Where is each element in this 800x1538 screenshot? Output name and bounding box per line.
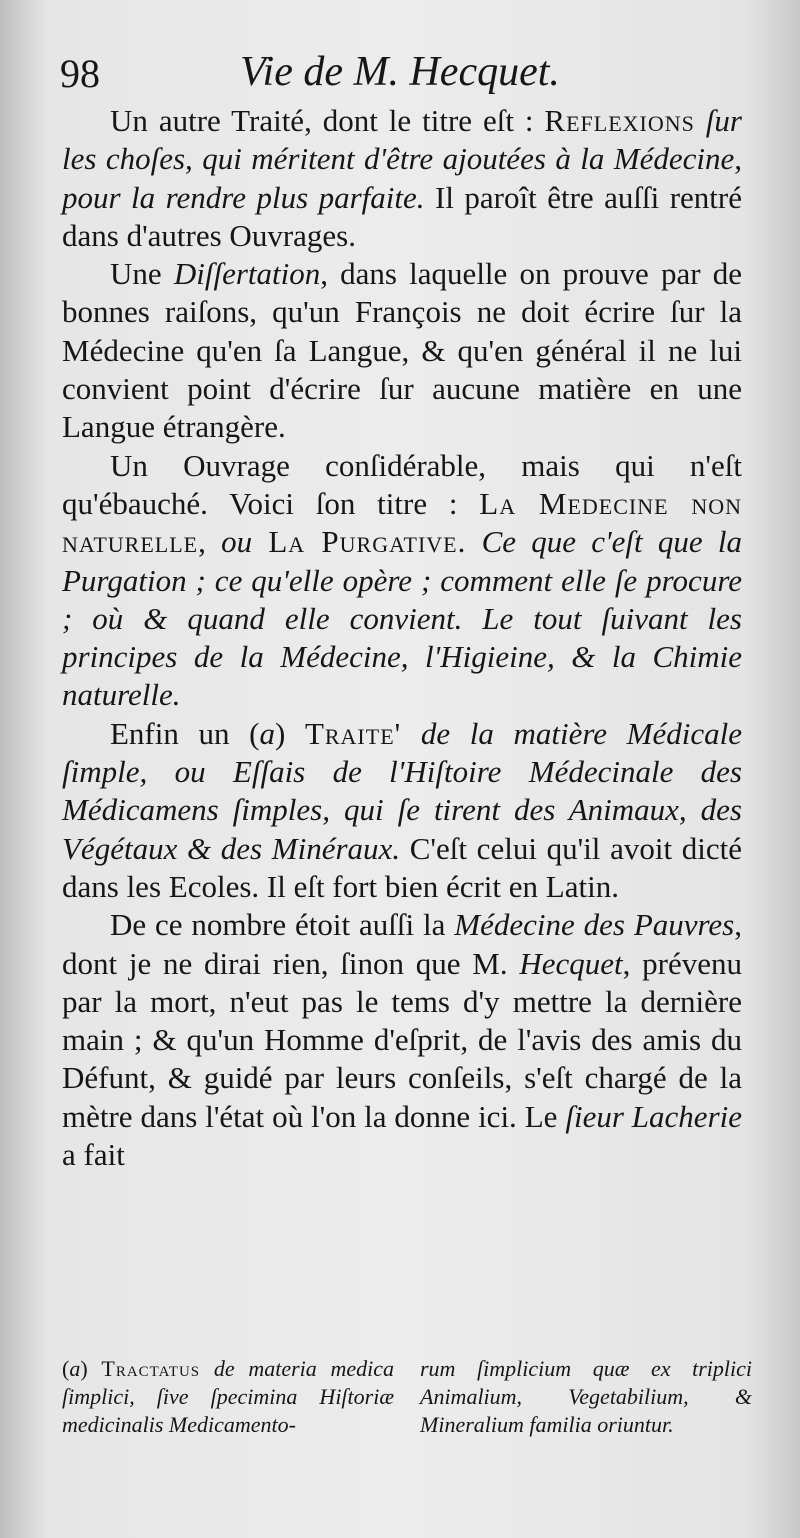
fn-c1-seg-4: de materia medica ſimplici, ſive ſpecimina Hiſtoriæ medicinalis Medicamento- <box>62 1356 395 1437</box>
p4-seg-1: a <box>259 715 275 751</box>
p3-seg-2: , <box>198 524 222 560</box>
paragraph-2 <box>62 255 742 446</box>
p1-seg-3: Il paroît être auſſi rentré dans d'autres Ouvrages. <box>62 179 742 253</box>
p2-seg-2: , dans laquelle on prouve par de bonnes raiſons, qu'un François ne doit écrire ſur la Médecine qu'en ſa Langue, & qu'en général il ne lui convient point d'écrire ſur aucune matière en une Langue étrangère. <box>62 256 742 445</box>
p1-seg-1: Reflexions <box>544 103 695 138</box>
fn-c1-seg-2: ) <box>80 1356 102 1381</box>
p1-seg-2: ſur les choſes, qui méritent d'être ajoutées à la Médecine, pour la rendre plus parfaite. <box>62 103 742 215</box>
p5-seg-3: Hecquet <box>519 945 623 981</box>
p4-seg-0: Enfin un ( <box>110 715 260 751</box>
p5-seg-5: ſieur Lacherie <box>565 1098 743 1134</box>
p5-seg-6: a fait <box>62 1137 125 1173</box>
fn-c1-seg-0: ( <box>62 1356 70 1381</box>
p1-seg-0: Un autre Traité, dont le titre eſt : <box>110 103 545 138</box>
fn-c1-seg-3: Tractatus <box>101 1356 201 1381</box>
p3-seg-1: La Medecine non naturelle <box>62 485 742 560</box>
p5-seg-0: De ce nombre étoit auſſi la <box>110 907 455 943</box>
p5-seg-1: Médecine des Pauvres <box>454 907 735 943</box>
p5-seg-2: , dont je ne dirai rien, ſinon que M. <box>62 907 742 981</box>
p5-seg-4: , prévenu par la mort, n'eut pas le tems d'y mettre la dernière main ; & qu'un Homme d'eſprit, de l'avis des amis du Défunt, & guidé par leurs conſeils, s'eſt chargé de la mètre dans l'état où l'on la donne ici. Le <box>62 945 743 1134</box>
fn-c1-seg-1: a <box>69 1356 81 1381</box>
footnote-column-right <box>420 1355 752 1439</box>
footnote <box>62 1355 752 1439</box>
p3-seg-5: Ce que c'eſt que la Purgation ; ce qu'elle opère ; comment elle ſe procure ; où & quand elle convient. Le tout ſuivant les principes de la Médecine, l'Higieine, & la Chimie naturelle. <box>62 524 742 713</box>
p3-seg-3: ou <box>221 524 253 560</box>
body-text <box>62 102 742 1174</box>
p3-seg-0: Un Ouvrage conſidérable, mais qui n'eſt qu'ébauché. Voici ſon titre : <box>62 447 742 521</box>
paragraph-5 <box>62 906 742 1174</box>
p4-seg-2: ) <box>274 715 305 751</box>
page-number: 98 <box>60 51 100 96</box>
p3-seg-4: La Purgative. <box>252 524 467 560</box>
paragraph-1 <box>62 102 742 255</box>
p4-seg-5: C'eſt celui qu'il avoit dicté dans les Ecoles. Il eſt fort bien écrit en Latin. <box>62 830 743 904</box>
running-head: Vie de M. Hecquet. <box>240 49 560 95</box>
paragraph-4 <box>62 715 742 906</box>
p4-seg-3: Traite' <box>304 715 402 751</box>
footnote-column-left <box>62 1355 394 1439</box>
p4-seg-4: de la matière Médicale ſimple, ou Eſſais de l'Hiſtoire Médecinale des Médicamens ſimples, qui ſe tirent des Animaux, des Végétaux & des Minéraux. <box>62 715 743 866</box>
p2-seg-1: Diſſertation <box>173 256 321 292</box>
fn-c2-seg-0: rum ſimplicium quæ ex triplici Animalium, Vegetabilium, & Mineralium familia oriuntur. <box>420 1356 752 1437</box>
paragraph-3 <box>62 447 742 715</box>
page-header <box>60 42 740 102</box>
p2-seg-0: Une <box>110 256 174 292</box>
